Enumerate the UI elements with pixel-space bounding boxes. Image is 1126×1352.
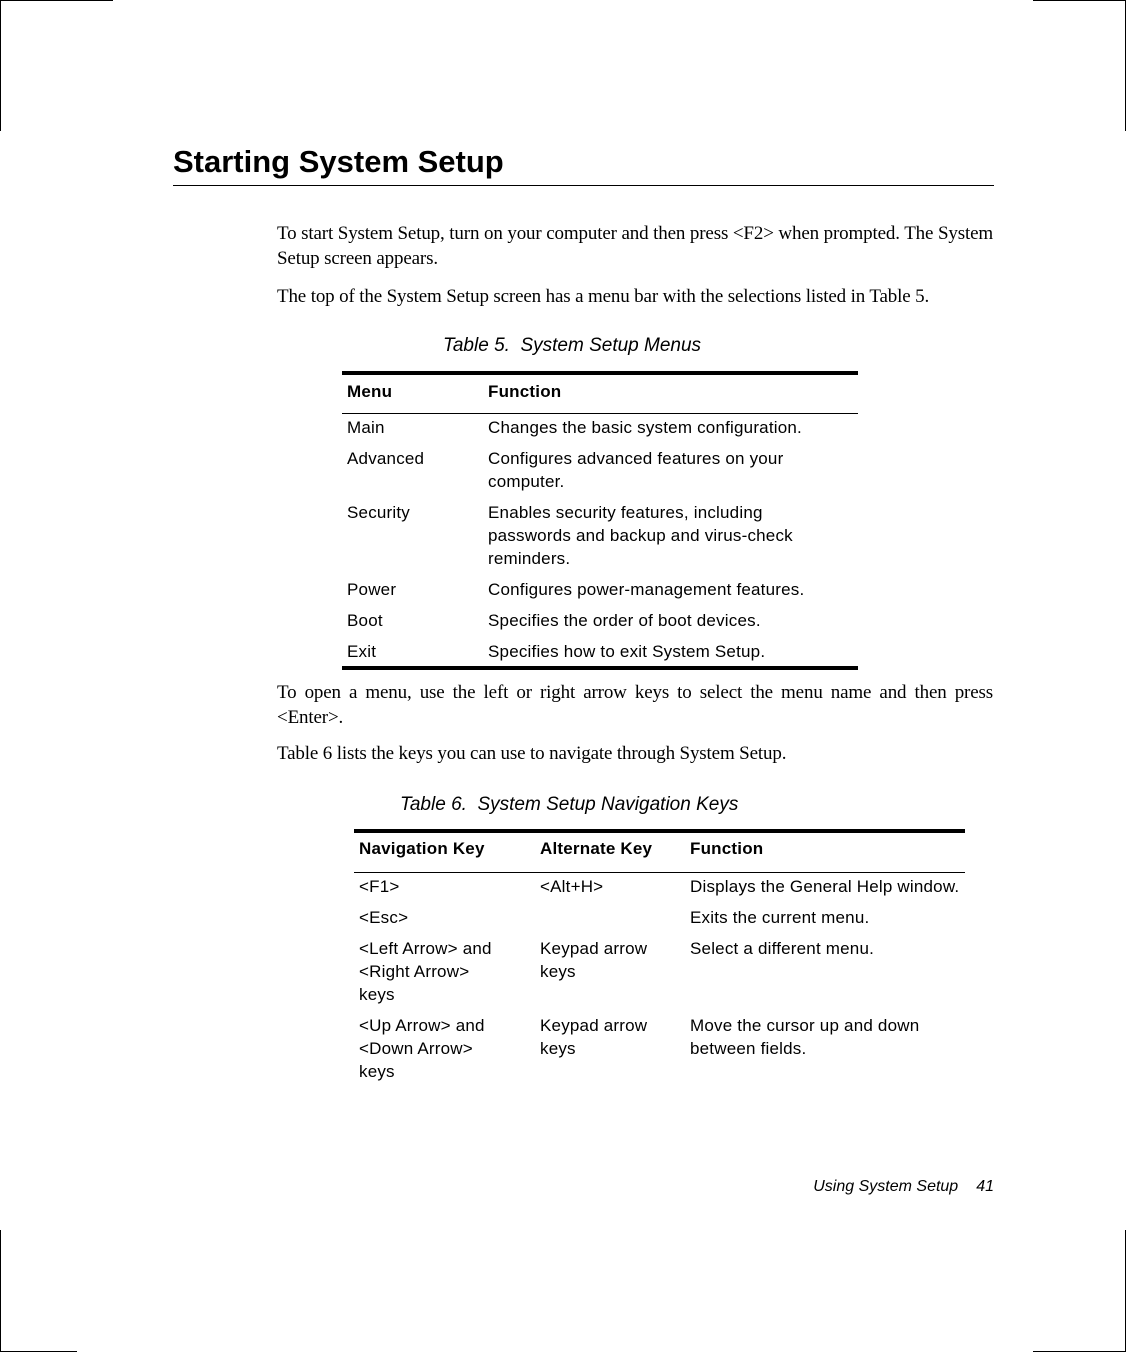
column-header-function: Function [483,373,858,414]
alternate-key-cell: Keypad arrow keys [540,1016,648,1058]
table-row [342,447,858,501]
function-cell: Enables security features, including passwords and backup and virus-check reminders. [488,503,793,568]
menu-cell: Main [347,418,385,437]
alternate-key-cell: Keypad arrow keys [540,939,648,981]
table-row [354,937,965,1014]
table5-caption: Table 5. System Setup Menus [443,335,702,356]
page-title: Starting System Setup [173,142,994,186]
navigation-keys-table [354,829,965,1091]
function-cell: Select a different menu. [690,939,875,958]
menu-cell: Security [347,503,411,522]
menu-cell: Advanced [347,449,425,468]
function-cell: Specifies the order of boot devices. [488,611,761,630]
table-row [342,578,858,609]
page-number: 41 [976,1178,994,1195]
table-row [354,873,965,907]
menu-cell: Exit [347,642,377,661]
column-header-menu: Menu [342,373,483,414]
navigation-key-cell: <Esc> [359,908,409,927]
function-cell: Specifies how to exit System Setup. [488,642,766,661]
paragraph-open-menu: To open a menu, use the left or right arrow keys to select the menu name and then press <Enter>. [277,682,993,728]
table-header-row [354,831,965,873]
function-cell: Exits the current menu. [690,908,870,927]
table-row [342,609,858,640]
column-header-alternate-key: Alternate Key [535,831,685,873]
function-cell: Move the cursor up and down between fields. [690,1016,920,1058]
column-header-function: Function [685,831,965,873]
alternate-key-cell: <Alt+H> [540,877,604,896]
navigation-key-cell: <Left Arrow> and <Right Arrow> keys [359,939,492,1004]
table-header-row [342,373,858,414]
footer-section-title: Using System Setup [813,1178,959,1195]
table-row [354,906,965,937]
menu-cell: Boot [347,611,383,630]
crop-mark [1033,0,1126,1]
system-setup-menus-table [342,371,858,670]
navigation-key-cell: <Up Arrow> and <Down Arrow> keys [359,1016,485,1081]
navigation-key-cell: <F1> [359,877,400,896]
paragraph-start-setup: To start System Setup, turn on your computer and then press <F2> when prompted. The System Setup screen appears. [277,223,993,269]
menu-cell: Power [347,580,397,599]
alternate-key-cell [535,906,685,937]
table-row [342,414,858,448]
function-cell: Changes the basic system configuration. [488,418,802,437]
crop-mark [0,1230,1,1352]
paragraph-menu-bar: The top of the System Setup screen has a menu bar with the selections listed in Table 5. [277,286,930,307]
table-row [342,640,858,668]
function-cell: Displays the General Help window. [690,877,960,896]
table6-caption: Table 6. System Setup Navigation Keys [400,794,739,815]
paragraph-table6-intro: Table 6 lists the keys you can use to navigate through System Setup. [277,743,787,764]
table-row [354,1014,965,1091]
crop-mark [0,0,1,131]
function-cell: Configures advanced features on your computer. [488,449,784,491]
page-footer [813,1177,994,1197]
column-header-navigation-key: Navigation Key [354,831,535,873]
crop-mark [0,0,113,1]
function-cell: Configures power-management features. [488,580,805,599]
table-row [342,501,858,578]
